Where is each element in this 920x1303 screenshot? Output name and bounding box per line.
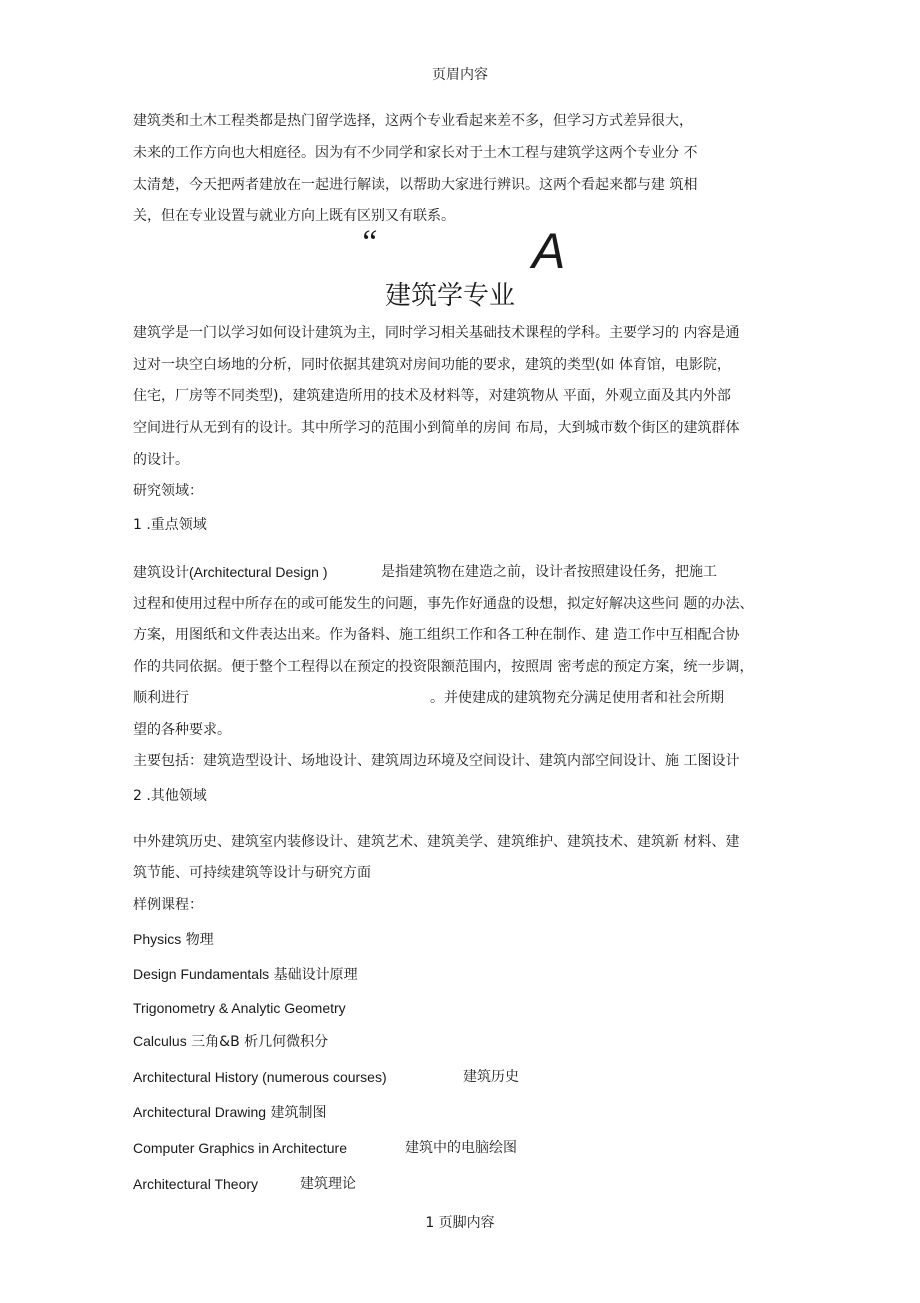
course-item bbox=[133, 1138, 347, 1159]
course-item bbox=[133, 1102, 327, 1123]
paragraph-line: 中外建筑历史、建筑室内装修设计、建筑艺术、建筑美学、建筑维护、建筑技术、建筑新 材料、建 bbox=[133, 834, 740, 850]
paragraph-line: 筑节能、可持续建筑等设计与研究方面 bbox=[133, 865, 371, 881]
decorative-quote-mark: “ bbox=[359, 224, 378, 261]
paragraph-line: 住宅，厂房等不同类型)，建筑建造所用的技术及材料等，对建筑物从 平面，外观立面及其内外部 bbox=[133, 388, 731, 404]
course-item bbox=[133, 929, 214, 950]
intro-line: 建筑类和土木工程类都是热门留学选择，这两个专业看起来差不多，但学习方式差异很大， bbox=[133, 113, 693, 129]
paragraph-line: 空间进行从无到有的设计。其中所学习的范围小到简单的房间 布局，大到城市数个街区的建筑群体 bbox=[133, 420, 740, 436]
paragraph-line: 。并使建成的建筑物充分满足使用者和社会所期 bbox=[430, 690, 724, 706]
course-chinese: 建筑中的电脑绘图 bbox=[405, 1140, 517, 1156]
course-chinese: 三角&B 析几何微积分 bbox=[191, 1034, 329, 1050]
paragraph-line: 建筑学是一门以学习如何设计建筑为主，同时学习相关基础技术课程的学科。主要学习的 内容是通 bbox=[133, 325, 740, 341]
research-label: 研究领域： bbox=[133, 483, 203, 499]
course-chinese: 建筑制图 bbox=[270, 1105, 327, 1121]
paragraph-line: 的设计。 bbox=[133, 452, 189, 468]
page-footer: 1 页脚内容 bbox=[425, 1215, 495, 1231]
section-title: 建筑学专业 bbox=[384, 281, 515, 311]
course-item bbox=[133, 964, 358, 985]
courses-label: 样例课程： bbox=[133, 897, 203, 913]
paragraph-line: 顺利进行 bbox=[133, 690, 189, 706]
intro-line: 未来的工作方向也大相庭径。因为有不少同学和家长对于土木工程与建筑学这两个专业分 不 bbox=[133, 145, 698, 161]
decorative-letter: A bbox=[532, 223, 566, 279]
paragraph-line: 过对一块空白场地的分析，同时依据其建筑对房间功能的要求，建筑的类型(如 体育馆，电影院， bbox=[133, 357, 731, 373]
course-chinese: 建筑历史 bbox=[463, 1069, 519, 1085]
course-item bbox=[133, 1174, 258, 1195]
course-chinese: 物理 bbox=[185, 932, 214, 948]
course-english: Design Fundamentals bbox=[133, 966, 270, 982]
course-chinese: 基础设计原理 bbox=[273, 967, 358, 983]
paragraph-line: 是指建筑物在建造之前，设计者按照建设任务，把施工 bbox=[381, 564, 717, 580]
design-term: 建筑设计(Architectural Design ) bbox=[133, 564, 328, 580]
intro-line: 太清楚，今天把两者建放在一起进行解读，以帮助大家进行辨识。这两个看起来都与建 筑相 bbox=[133, 177, 698, 193]
intro-line: 关，但在专业设置与就业方向上既有区别又有联系。 bbox=[133, 208, 455, 224]
course-english: Computer Graphics in Architecture bbox=[133, 1140, 347, 1156]
includes-line: 主要包括：建筑造型设计、场地设计、建筑周边环境及空间设计、建筑内部空间设计、施 工图设计 bbox=[133, 753, 740, 769]
course-english: Architectural Drawing bbox=[133, 1104, 267, 1120]
course-english: Physics bbox=[133, 931, 182, 947]
paragraph-line: 过程和使用过程中所存在的或可能发生的问题，事先作好通盘的设想，拟定好解决这些问 题的办法、 bbox=[133, 596, 754, 612]
focus-heading: 1 .重点领域 bbox=[133, 517, 207, 533]
course-english: Calculus bbox=[133, 1033, 187, 1049]
course-english: Architectural Theory bbox=[133, 1176, 259, 1192]
course-english: Trigonometry & Analytic Geometry bbox=[133, 1000, 346, 1016]
course-item bbox=[133, 1031, 328, 1052]
paragraph-line: 望的各种要求。 bbox=[133, 722, 231, 738]
course-item bbox=[133, 1067, 387, 1088]
paragraph-line: 作的共同依据。便于整个工程得以在预定的投资限额范围内，按照周 密考虑的预定方案，统一步调， bbox=[133, 659, 754, 675]
course-item bbox=[133, 998, 346, 1019]
other-heading: 2 .其他领域 bbox=[133, 788, 207, 804]
paragraph-line: 方案，用图纸和文件表达出来。作为备料、施工组织工作和各工种在制作、建 造工作中互相配合协 bbox=[133, 627, 740, 643]
course-chinese: 建筑理论 bbox=[300, 1176, 356, 1192]
page-header: 页眉内容 bbox=[432, 67, 488, 83]
course-english: Architectural History (numerous courses) bbox=[133, 1069, 387, 1085]
